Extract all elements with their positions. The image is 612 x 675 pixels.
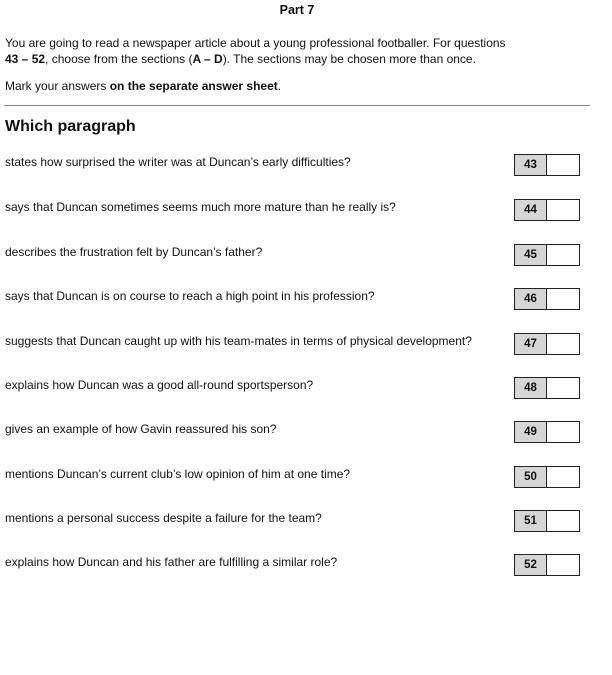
part-title: Part 7 (279, 3, 315, 17)
answer-box[interactable] (514, 333, 580, 355)
question-range: 43 – 52 (5, 52, 46, 66)
instructions (5, 35, 585, 67)
answer-input[interactable] (547, 555, 579, 575)
question-item (0, 510, 590, 534)
question-text: mentions a personal success despite a failure for the team? (5, 511, 322, 525)
question-text: explains how Duncan was a good all-round sportsperson? (5, 378, 314, 392)
question-number: 44 (515, 200, 547, 220)
section-range: A – D (192, 52, 223, 66)
answer-input[interactable] (547, 334, 579, 354)
question-item (0, 377, 590, 401)
section-heading: Which paragraph (5, 118, 136, 135)
answer-input[interactable] (547, 200, 579, 220)
question-text: mentions Duncan’s current club’s low opinion of him at one time? (5, 467, 351, 481)
mark-suffix: . (277, 79, 282, 93)
divider (4, 105, 590, 106)
answer-input[interactable] (547, 289, 579, 309)
answer-box[interactable] (514, 244, 580, 266)
question-item (0, 244, 590, 268)
question-number: 48 (515, 378, 547, 398)
answer-box[interactable] (514, 288, 580, 310)
question-item (0, 288, 590, 312)
answer-box[interactable] (514, 377, 580, 399)
question-text: says that Duncan is on course to reach a high point in his profession? (5, 289, 375, 303)
question-item (0, 333, 590, 357)
question-number: 49 (515, 422, 547, 442)
answer-input[interactable] (547, 511, 579, 531)
question-text: describes the frustration felt by Duncan’s father? (5, 245, 263, 259)
instructions-text-end: ). The sections may be chosen more than once. (222, 52, 476, 66)
question-item (0, 466, 590, 490)
instructions-line-1: You are going to read a newspaper article about a young professional footballer. For questions (5, 36, 506, 50)
question-item (0, 154, 590, 178)
answer-input[interactable] (547, 155, 579, 175)
question-number: 46 (515, 289, 547, 309)
mark-answers-note (5, 78, 281, 94)
question-number: 43 (515, 155, 547, 175)
question-number: 47 (515, 334, 547, 354)
answer-box[interactable] (514, 466, 580, 488)
question-number: 50 (515, 467, 547, 487)
question-item (0, 199, 590, 223)
question-number: 45 (515, 245, 547, 265)
question-number: 52 (515, 555, 547, 575)
answer-box[interactable] (514, 510, 580, 532)
answer-box[interactable] (514, 199, 580, 221)
question-text: gives an example of how Gavin reassured his son? (5, 422, 277, 436)
question-text: suggests that Duncan caught up with his team-mates in terms of physical development? (5, 334, 472, 348)
answer-box[interactable] (514, 154, 580, 176)
question-item (0, 554, 590, 578)
question-text: says that Duncan sometimes seems much more mature than he really is? (5, 200, 396, 214)
question-item (0, 421, 590, 445)
question-text: explains how Duncan and his father are fulfilling a similar role? (5, 555, 338, 569)
question-number: 51 (515, 511, 547, 531)
answer-input[interactable] (547, 467, 579, 487)
question-text: states how surprised the writer was at Duncan’s early difficulties? (5, 155, 351, 169)
instructions-text: , choose from the sections ( (45, 52, 193, 66)
answer-input[interactable] (547, 422, 579, 442)
answer-box[interactable] (514, 421, 580, 443)
answer-input[interactable] (547, 245, 579, 265)
answer-box[interactable] (514, 554, 580, 576)
answer-input[interactable] (547, 378, 579, 398)
mark-emphasis: on the separate answer sheet (109, 79, 278, 93)
mark-prefix: Mark your answers (5, 79, 110, 93)
instructions-line-2 (5, 51, 585, 67)
